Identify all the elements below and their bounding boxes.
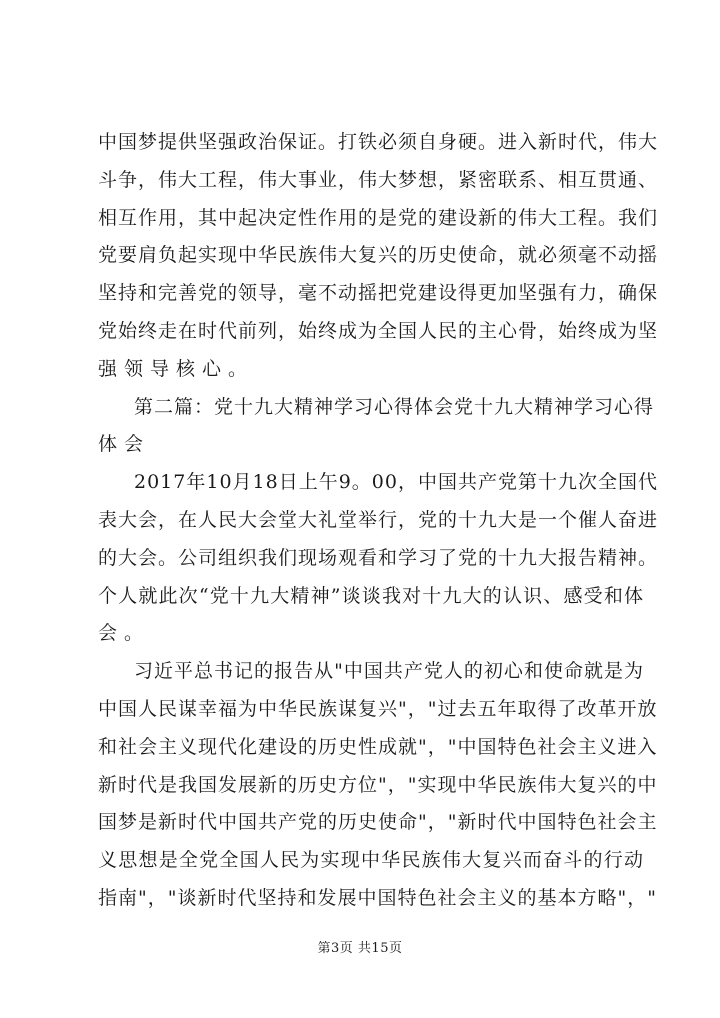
text-line: 新时代是我国发展新的历史方位"，"实现中华民族伟大复兴的中 — [98, 773, 658, 796]
text-line: 指南"，"谈新时代坚持和发展中国特色社会主义的基本方略"，" — [98, 886, 657, 909]
text-line: 会。 — [98, 622, 151, 645]
paragraph — [98, 124, 659, 389]
text-line: 和社会主义现代化建设的历史性成就"，"中国特色社会主义进入 — [98, 735, 658, 758]
text-line: 中国人民谋幸福为中华民族谋复兴"，"过去五年取得了改革开放 — [98, 697, 658, 720]
document-body — [98, 124, 659, 918]
text-line: 习近平总书记的报告从"中国共产党人的初心和使命就是为 — [134, 660, 644, 683]
text-line: 斗争，伟大工程，伟大事业，伟大梦想，紧密联系、相互贯通、 — [98, 168, 659, 191]
text-line: 体会 — [98, 433, 151, 456]
text-line: 第二篇：党十九大精神学习心得体会党十九大精神学习心得 — [134, 395, 655, 418]
text-line: 2017年10月18日上午9。00，中国共产党第十九次全国代 — [134, 471, 658, 494]
text-line: 强领导核心。 — [98, 357, 255, 380]
paragraph — [98, 389, 655, 465]
text-line: 坚持和完善党的领导，毫不动摇把党建设得更加坚强有力，确保 — [98, 282, 659, 305]
text-line: 相互作用，其中起决定性作用的是党的建设新的伟大工程。我们 — [98, 206, 659, 229]
paragraph — [98, 653, 658, 918]
text-line: 表大会，在人民大会堂大礼堂举行，党的十九大是一个催人奋进 — [98, 508, 659, 531]
paragraph — [98, 464, 659, 653]
text-line: 党要肩负起实现中华民族伟大复兴的历史使命，就必须毫不动摇 — [98, 244, 659, 267]
text-line: 党始终走在时代前列，始终成为全国人民的主心骨，始终成为坚 — [98, 319, 659, 342]
text-line: 中国梦提供坚强政治保证。打铁必须自身硬。进入新时代，伟大 — [98, 131, 659, 153]
page-number-footer: 第3页 共15页 — [317, 941, 403, 956]
text-line: 个人就此次“党十九大精神”谈谈我对十九大的认识、感受和体 — [98, 584, 644, 607]
text-line: 义思想是全党全国人民为实现中华民族伟大复兴而奋斗的行动 — [98, 849, 644, 872]
text-line: 国梦是新时代中国共产党的历史使命"，"新时代中国特色社会主 — [98, 811, 658, 834]
text-line: 的大会。公司组织我们现场观看和学习了党的十九大报告精神。 — [98, 546, 659, 569]
